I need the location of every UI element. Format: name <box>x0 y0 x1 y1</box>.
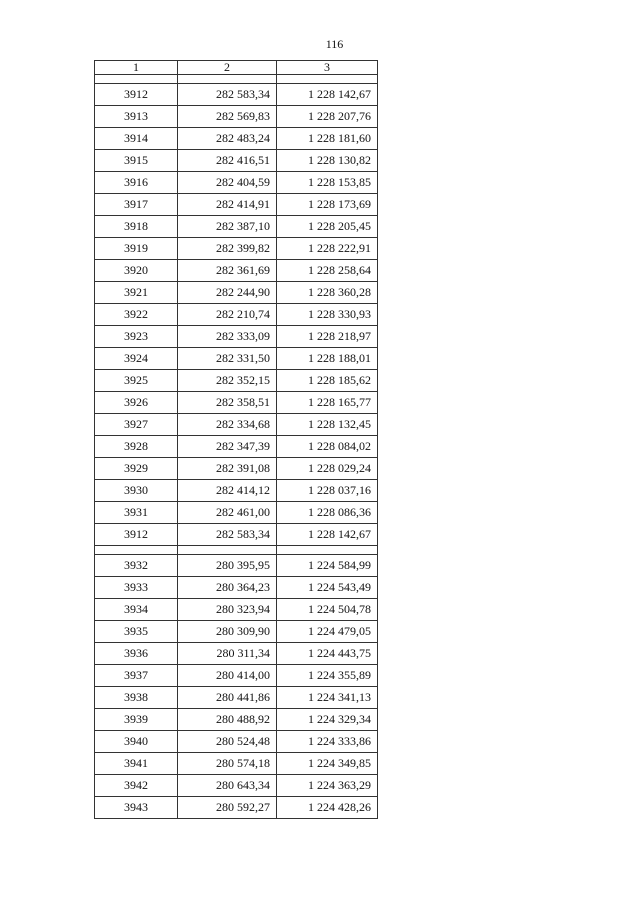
y-coordinate-cell: 1 224 355,89 <box>277 665 378 687</box>
x-coordinate-cell: 280 441,86 <box>178 687 277 709</box>
y-coordinate-cell: 1 224 341,13 <box>277 687 378 709</box>
point-number-cell: 3916 <box>95 172 178 194</box>
x-coordinate-cell: 280 323,94 <box>178 599 277 621</box>
y-coordinate-cell: 1 228 084,02 <box>277 436 378 458</box>
point-number-cell: 3936 <box>95 643 178 665</box>
x-coordinate-cell: 282 334,68 <box>178 414 277 436</box>
point-number-cell: 3924 <box>95 348 178 370</box>
y-coordinate-cell: 1 228 165,77 <box>277 392 378 414</box>
table-row <box>95 502 378 524</box>
separator-row <box>95 546 378 555</box>
x-coordinate-cell: 282 414,12 <box>178 480 277 502</box>
x-coordinate-cell: 280 414,00 <box>178 665 277 687</box>
x-coordinate-cell: 280 592,27 <box>178 797 277 819</box>
x-coordinate-cell: 282 333,09 <box>178 326 277 348</box>
point-number-cell: 3928 <box>95 436 178 458</box>
point-number-cell: 3926 <box>95 392 178 414</box>
y-coordinate-cell: 1 224 504,78 <box>277 599 378 621</box>
separator-cell <box>178 75 277 84</box>
table-row <box>95 643 378 665</box>
y-coordinate-cell: 1 228 181,60 <box>277 128 378 150</box>
point-number-cell: 3913 <box>95 106 178 128</box>
x-coordinate-cell: 282 347,39 <box>178 436 277 458</box>
x-coordinate-cell: 282 416,51 <box>178 150 277 172</box>
point-number-cell: 3942 <box>95 775 178 797</box>
table-row <box>95 106 378 128</box>
table-row <box>95 326 378 348</box>
column-header-3: 3 <box>277 61 378 75</box>
separator-row <box>95 75 378 84</box>
y-coordinate-cell: 1 224 428,26 <box>277 797 378 819</box>
table-row <box>95 216 378 238</box>
point-number-cell: 3918 <box>95 216 178 238</box>
contour-block <box>95 84 378 546</box>
y-coordinate-cell: 1 228 222,91 <box>277 238 378 260</box>
x-coordinate-cell: 282 391,08 <box>178 458 277 480</box>
column-header-1: 1 <box>95 61 178 75</box>
point-number-cell: 3927 <box>95 414 178 436</box>
table-header <box>95 61 378 75</box>
y-coordinate-cell: 1 224 584,99 <box>277 555 378 577</box>
x-coordinate-cell: 282 569,83 <box>178 106 277 128</box>
y-coordinate-cell: 1 228 029,24 <box>277 458 378 480</box>
x-coordinate-cell: 282 483,24 <box>178 128 277 150</box>
x-coordinate-cell: 282 387,10 <box>178 216 277 238</box>
table-row <box>95 665 378 687</box>
separator-cell <box>277 75 378 84</box>
point-number-cell: 3941 <box>95 753 178 775</box>
table-row <box>95 577 378 599</box>
table-row <box>95 282 378 304</box>
x-coordinate-cell: 282 461,00 <box>178 502 277 524</box>
y-coordinate-cell: 1 228 218,97 <box>277 326 378 348</box>
x-coordinate-cell: 282 244,90 <box>178 282 277 304</box>
point-number-cell: 3925 <box>95 370 178 392</box>
page-number: 116 <box>325 37 344 51</box>
table-row <box>95 458 378 480</box>
header-row <box>95 61 378 75</box>
x-coordinate-cell: 282 331,50 <box>178 348 277 370</box>
block-separator <box>95 546 378 555</box>
y-coordinate-cell: 1 228 132,45 <box>277 414 378 436</box>
x-coordinate-cell: 282 404,59 <box>178 172 277 194</box>
point-number-cell: 3922 <box>95 304 178 326</box>
point-number-cell: 3937 <box>95 665 178 687</box>
table-row <box>95 128 378 150</box>
y-coordinate-cell: 1 228 207,76 <box>277 106 378 128</box>
x-coordinate-cell: 280 395,95 <box>178 555 277 577</box>
x-coordinate-cell: 280 311,34 <box>178 643 277 665</box>
table-row <box>95 480 378 502</box>
y-coordinate-cell: 1 228 360,28 <box>277 282 378 304</box>
point-number-cell: 3934 <box>95 599 178 621</box>
table-row <box>95 392 378 414</box>
table-row <box>95 709 378 731</box>
table-row <box>95 775 378 797</box>
point-number-cell: 3912 <box>95 524 178 546</box>
point-number-cell: 3935 <box>95 621 178 643</box>
point-number-cell: 3930 <box>95 480 178 502</box>
table-row <box>95 599 378 621</box>
table-row <box>95 555 378 577</box>
y-coordinate-cell: 1 228 330,93 <box>277 304 378 326</box>
coordinates-table <box>94 60 378 819</box>
y-coordinate-cell: 1 228 153,85 <box>277 172 378 194</box>
point-number-cell: 3917 <box>95 194 178 216</box>
y-coordinate-cell: 1 224 333,86 <box>277 731 378 753</box>
x-coordinate-cell: 282 583,34 <box>178 524 277 546</box>
y-coordinate-cell: 1 228 173,69 <box>277 194 378 216</box>
y-coordinate-cell: 1 224 443,75 <box>277 643 378 665</box>
separator-cell <box>178 546 277 555</box>
point-number-cell: 3932 <box>95 555 178 577</box>
x-coordinate-cell: 282 210,74 <box>178 304 277 326</box>
y-coordinate-cell: 1 228 205,45 <box>277 216 378 238</box>
y-coordinate-cell: 1 228 142,67 <box>277 84 378 106</box>
x-coordinate-cell: 280 309,90 <box>178 621 277 643</box>
table-row <box>95 731 378 753</box>
column-header-2: 2 <box>178 61 277 75</box>
table-row <box>95 436 378 458</box>
x-coordinate-cell: 280 643,34 <box>178 775 277 797</box>
table-row <box>95 304 378 326</box>
y-coordinate-cell: 1 228 086,36 <box>277 502 378 524</box>
y-coordinate-cell: 1 224 349,85 <box>277 753 378 775</box>
table-row <box>95 621 378 643</box>
table-row <box>95 797 378 819</box>
point-number-cell: 3939 <box>95 709 178 731</box>
table-row <box>95 150 378 172</box>
point-number-cell: 3920 <box>95 260 178 282</box>
point-number-cell: 3914 <box>95 128 178 150</box>
x-coordinate-cell: 282 399,82 <box>178 238 277 260</box>
y-coordinate-cell: 1 228 142,67 <box>277 524 378 546</box>
x-coordinate-cell: 280 524,48 <box>178 731 277 753</box>
point-number-cell: 3938 <box>95 687 178 709</box>
x-coordinate-cell: 282 352,15 <box>178 370 277 392</box>
x-coordinate-cell: 282 358,51 <box>178 392 277 414</box>
point-number-cell: 3915 <box>95 150 178 172</box>
y-coordinate-cell: 1 228 185,62 <box>277 370 378 392</box>
point-number-cell: 3923 <box>95 326 178 348</box>
x-coordinate-cell: 280 574,18 <box>178 753 277 775</box>
table-row <box>95 370 378 392</box>
y-coordinate-cell: 1 228 037,16 <box>277 480 378 502</box>
table-row <box>95 194 378 216</box>
y-coordinate-cell: 1 228 188,01 <box>277 348 378 370</box>
point-number-cell: 3912 <box>95 84 178 106</box>
point-number-cell: 3929 <box>95 458 178 480</box>
separator-cell <box>95 75 178 84</box>
contour-block <box>95 555 378 819</box>
point-number-cell: 3931 <box>95 502 178 524</box>
y-coordinate-cell: 1 228 258,64 <box>277 260 378 282</box>
separator-cell <box>95 546 178 555</box>
y-coordinate-cell: 1 224 329,34 <box>277 709 378 731</box>
table-row <box>95 172 378 194</box>
y-coordinate-cell: 1 224 363,29 <box>277 775 378 797</box>
x-coordinate-cell: 282 361,69 <box>178 260 277 282</box>
table-row <box>95 753 378 775</box>
point-number-cell: 3921 <box>95 282 178 304</box>
point-number-cell: 3943 <box>95 797 178 819</box>
x-coordinate-cell: 280 488,92 <box>178 709 277 731</box>
point-number-cell: 3919 <box>95 238 178 260</box>
table-row <box>95 414 378 436</box>
table-row <box>95 348 378 370</box>
x-coordinate-cell: 282 414,91 <box>178 194 277 216</box>
point-number-cell: 3933 <box>95 577 178 599</box>
y-coordinate-cell: 1 228 130,82 <box>277 150 378 172</box>
point-number-cell: 3940 <box>95 731 178 753</box>
table-row <box>95 238 378 260</box>
y-coordinate-cell: 1 224 479,05 <box>277 621 378 643</box>
x-coordinate-cell: 280 364,23 <box>178 577 277 599</box>
table-row <box>95 260 378 282</box>
block-separator <box>95 75 378 84</box>
separator-cell <box>277 546 378 555</box>
y-coordinate-cell: 1 224 543,49 <box>277 577 378 599</box>
table-row <box>95 84 378 106</box>
table-row <box>95 687 378 709</box>
table-row <box>95 524 378 546</box>
x-coordinate-cell: 282 583,34 <box>178 84 277 106</box>
